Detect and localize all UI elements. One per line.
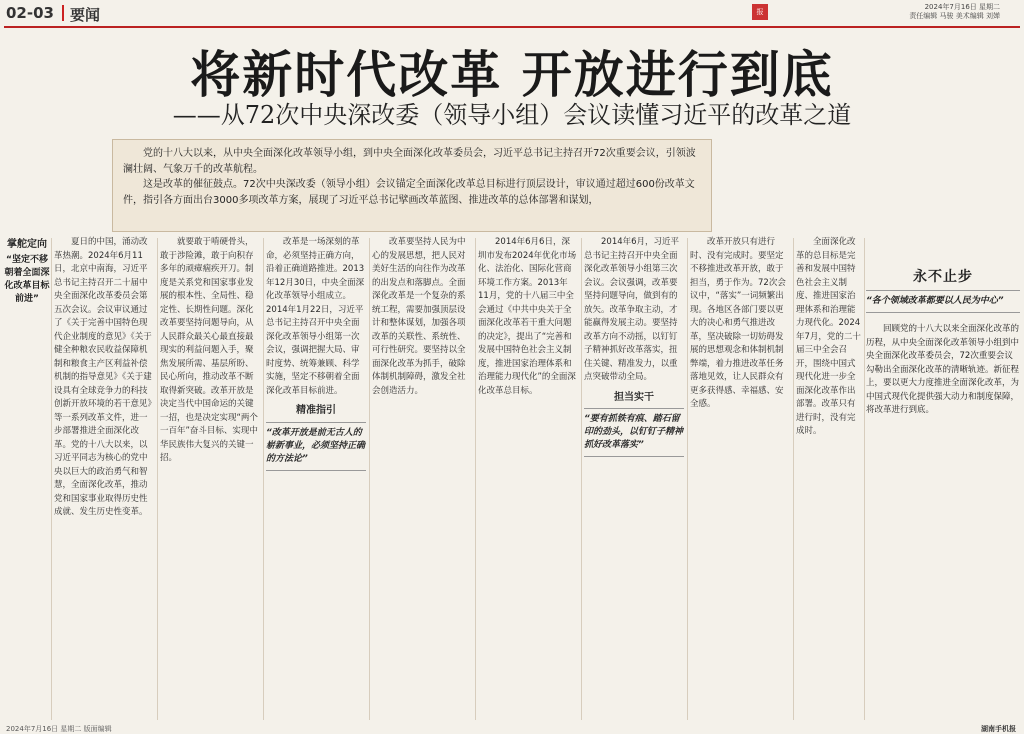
page-number: 02-03 [6,4,54,22]
section-separator [62,5,64,21]
column-divider [864,238,865,720]
article-text: 改革要坚持人民为中心的发展思想，把人民对美好生活的向往作为改革的出发点和落脚点。全面深化改革是一个复杂的系统工程，需要加强顶层设计和整体谋划，加强各项改革的关联性、系统性、可行性研究。要坚持以全面深化改革为抓手，破除体制机制障碍，激发全社会创造活力。 [372,237,466,396]
section-title-block [4,238,50,304]
pull-quote: “改革开放是前无古人的崭新事业，必须坚持正确的方法论” [266,422,366,471]
subheadline: ——从72次中央深改委（领导小组）会议读懂习近平的改革之道 [172,101,852,129]
article-text: 2014年6月，习近平总书记主持召开中央全面深化改革领导小组第三次会议。会议强调，改革要坚持问题导向，做到有的放矢。改革争取主动，才能赢得发展主动。要坚持改革方向不动摇，以钉钉子精神抓好改革落实，扭住关键、精准发力，以重点突破带动全局。 [584,237,680,382]
footer-left: 2024年7月16日 星期二 版面编辑 [6,725,112,733]
right-panel-body [866,323,1020,418]
article-text: 夏日的中国，涌动改革热潮。2024年6月11日，北京中南海，习近平总书记主持召开二十届中央全面深化改革委员会第五次会议。会议审议通过了《关于完善中国特色现代企业制度的意见》《关于健全种粮农民收益保障机制和粮食主产区利益补偿机制的指导意见》《关于建设具有全球竞争力的科技创新开放环境的若干意见》等一系列改革文件，进一步部署推进全面深化改革。党的十八大以来，以习近平同志为核心的党中央以巨大的政治勇气和智慧，全面深化改革，推动党和国家事业取得历史性成就、发生历史性变革。 [54,237,152,517]
article-text: 回顾党的十八大以来全面深化改革的历程，从中央全面深化改革领导小组到中央全面深化改革委员会，72次重要会议勾勒出全面深化改革的清晰轨迹。新征程上，要以更大力度推进全面深化改革，为中国式现代化提供强大动力和制度保障，将改革进行到底。 [866,324,1020,415]
section-title: 掌舵定向 [7,239,47,250]
page-header [0,0,1024,26]
headline: 将新时代改革 开放进行到底 [190,45,834,104]
section-heading-action: 担当实干 [614,391,654,403]
section-heading-precise: 精准指引 [296,405,336,416]
masthead-logo-icon: 报 [752,4,768,20]
section-label: 要闻 [70,6,101,24]
article-column-3 [266,236,366,722]
article-column-6 [584,236,684,722]
masthead-line-editor: 责任编辑 马骏 美术编辑 刘婵 [909,12,1000,20]
article-text: 就要敢于啃硬骨头，敢于涉险滩，敢于向积存多年的顽瘴痼疾开刀。制度是关系党和国家事业发展的根本性、全局性、稳定性、长期性问题。深化改革要坚持问题导向，从人民群众最关心最直接最现实的利益问题入手，聚焦发展所需、基层所盼、民心所向，推动改革不断取得新突破。改革开放是决定当代中国命运的关键一招，也是决定实现“两个一百年”奋斗目标、实现中华民族伟大复兴的关键一招。 [160,237,258,463]
article-column-2 [160,236,260,722]
article-text: 2014年6月6日，深圳市发布2024年优化市场化、法治化、国际化营商环境工作方案。2013年11月，党的十八届三中全会通过《中共中央关于全面深化改革若干重大问题的决定》，提出了“完善和发展中国特色社会主义制度，推进国家治理体系和治理能力现代化”的全面深化改革总目标。 [478,237,577,396]
right-panel [866,236,1020,722]
article-column-8 [796,236,862,722]
masthead [770,3,1000,21]
article-text: 改革是一场深刻的革命，必须坚持正确方向，沿着正确道路推进。2013年12月30日，中央全面深化改革领导小组成立。2014年1月22日，习近平总书记主持召开中央全面深化改革领导小组第一次会议，强调把握大局、审时度势、统筹兼顾、科学实施，坚定不移朝着全面深化改革目标前进。 [266,237,365,396]
intro-box [112,139,712,232]
pull-quote: “要有抓铁有痕、踏石留印的劲头，以钉钉子精神抓好改革落实” [584,408,684,457]
masthead-line-date: 2024年7月16日 星期二 [924,3,1000,11]
article-column-5 [478,236,578,722]
article-column-7 [690,236,790,722]
footer-right: 湖南手机报 [981,725,1016,733]
right-panel-title: 永不止步 [913,269,973,285]
article-columns [52,236,862,722]
article-text: 全面深化改革的总目标是完善和发展中国特色社会主义制度、推进国家治理体系和治理能力现代化。2024年7月，党的二十届三中全会召开，围绕中国式现代化进一步全面深化改革作出部署。改革只有进行时，没有完成时。 [796,237,861,436]
header-rule [4,26,1020,28]
article-column-4 [372,236,472,722]
section-subtitle: “坚定不移朝着全面深化改革目标前进” [4,255,50,304]
intro-paragraph-1: 党的十八大以来，从中央全面深化改革领导小组，到中央全面深化改革委员会，习近平总书记主持召开72次重要会议，引领波澜壮阔、气象万千的改革航程。 [123,148,696,175]
article-text: 改革开放只有进行时、没有完成时。要坚定不移推进改革开放，敢于担当，勇于作为。72次会议中，“落实”一词频繁出现。各地区各部门要以更大的决心和勇气推进改革，坚决破除一切妨碍发展的思想观念和体制机制弊端，着力推进改革任务落地见效，让人民群众有更多获得感、幸福感、安全感。 [690,237,786,409]
page-footer [0,724,1024,734]
article-column-1 [54,236,154,722]
intro-paragraph-2: 这是改革的催征鼓点。72次中央深改委（领导小组）会议锚定全面深化改革总目标进行顶层设计，审议通过超过600份改革文件，指引各方面出台3000多项改革方案，展现了习近平总书记擘画改革蓝图、推进改革的总体部署和谋划， [123,179,695,206]
right-panel-quote: “各个领域改革都要以人民为中心” [866,290,1020,313]
